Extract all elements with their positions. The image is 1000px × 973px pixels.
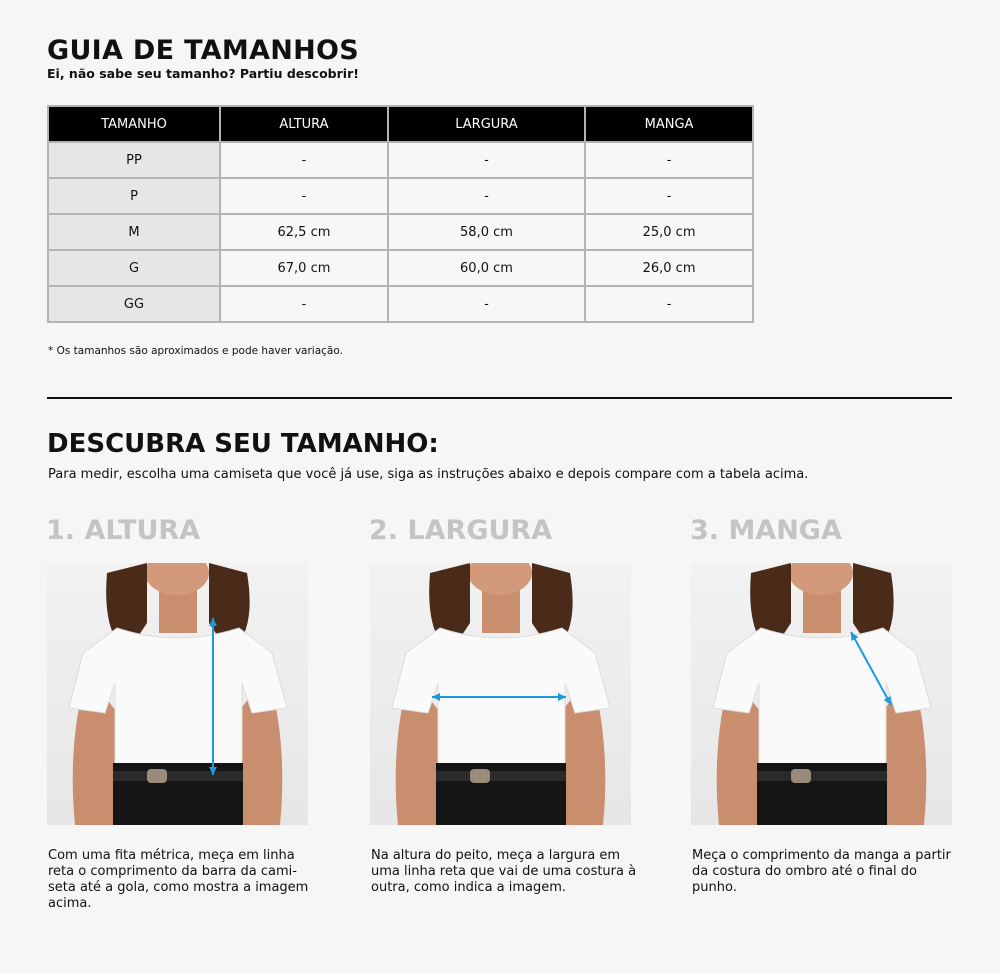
step-title-largura: 2. LARGURA: [369, 515, 553, 546]
measure-cell: -: [388, 178, 585, 214]
measure-cell: 67,0 cm: [220, 250, 388, 286]
size-cell: P: [48, 178, 220, 214]
column-header: MANGA: [585, 106, 753, 142]
measure-cell: -: [585, 142, 753, 178]
table-row: [48, 214, 753, 250]
table-row: [48, 178, 753, 214]
step-description-largura: Na altura do peito, meça a largura em uma linha reta que vai de uma costura à outra, como indica a imagem.: [371, 848, 637, 895]
section-title: DESCUBRA SEU TAMANHO:: [47, 429, 439, 459]
table-note: * Os tamanhos são aproximados e pode haver variação.: [48, 345, 343, 357]
measure-cell: -: [585, 286, 753, 322]
size-cell: G: [48, 250, 220, 286]
measure-photo-largura: [370, 563, 631, 825]
column-header: LARGURA: [388, 106, 585, 142]
size-cell: M: [48, 214, 220, 250]
measure-cell: -: [388, 286, 585, 322]
measure-cell: -: [585, 178, 753, 214]
step-description-altura: Com uma fita métrica, meça em linha reta o comprimento da barra da cami-seta até a gola, como mostra a imagem acima.: [48, 848, 309, 911]
measure-photo-manga: [691, 563, 952, 825]
measure-cell: 62,5 cm: [220, 214, 388, 250]
measure-cell: -: [220, 178, 388, 214]
page-subtitle: Ei, não sabe seu tamanho? Partiu descobrir!: [47, 66, 359, 81]
page-title: GUIA DE TAMANHOS: [47, 35, 360, 66]
size-cell: GG: [48, 286, 220, 322]
measure-photo-altura: [47, 563, 308, 825]
measure-cell: -: [388, 142, 585, 178]
measure-cell: -: [220, 142, 388, 178]
step-description-manga: Meça o comprimento da manga a partir da costura do ombro até o final do punho.: [692, 848, 951, 895]
measure-cell: 26,0 cm: [585, 250, 753, 286]
size-cell: PP: [48, 142, 220, 178]
step-title-manga: 3. MANGA: [690, 515, 842, 546]
size-table: [47, 105, 754, 323]
step-title-altura: 1. ALTURA: [46, 515, 201, 546]
measure-cell: -: [220, 286, 388, 322]
divider: [47, 397, 952, 399]
measure-cell: 58,0 cm: [388, 214, 585, 250]
measure-cell: 60,0 cm: [388, 250, 585, 286]
column-header: TAMANHO: [48, 106, 220, 142]
guide-header: [47, 35, 359, 81]
table-row: [48, 142, 753, 178]
column-header: ALTURA: [220, 106, 388, 142]
measure-cell: 25,0 cm: [585, 214, 753, 250]
table-row: [48, 250, 753, 286]
table-row: [48, 286, 753, 322]
table-header-row: [48, 106, 753, 142]
section-intro: Para medir, escolha uma camiseta que você já use, siga as instruções abaixo e depois compare com a tabela acima.: [48, 467, 809, 482]
